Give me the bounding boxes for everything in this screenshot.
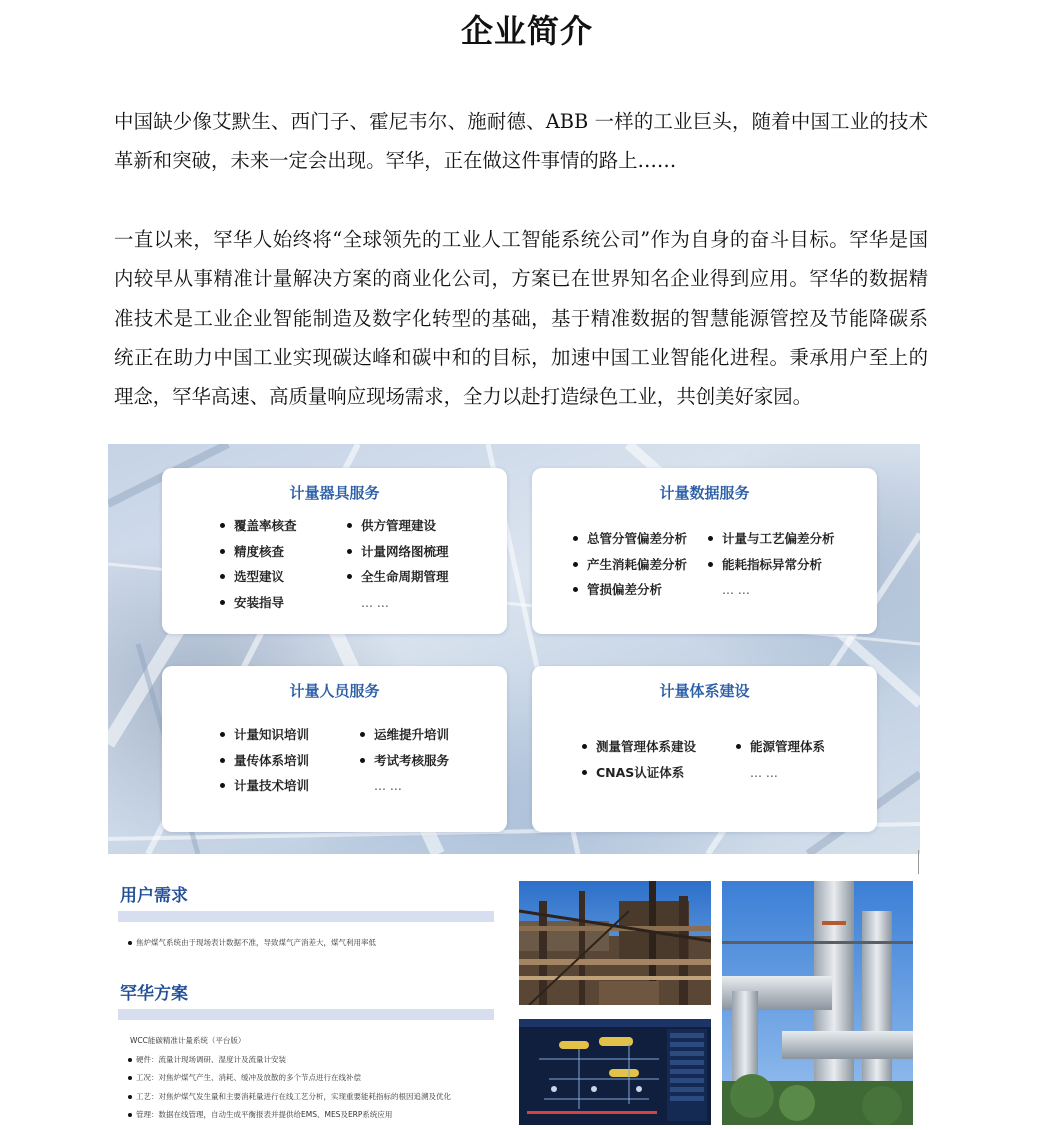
service-item: 覆盖率核查	[220, 513, 297, 539]
service-item: 安装指导	[220, 590, 297, 616]
solution-item: 硬件：流量计现场调研、湿度计及流量计安装	[128, 1051, 286, 1070]
card-list-left	[573, 526, 687, 603]
mission-paragraph: 一直以来，罕华人始终将“全球领先的工业人工智能系统公司”作为自身的奋斗目标。罕华是国内较早从事精准计量解决方案的商业化公司，方案已在世界知名企业得到应用。罕华的数据精准技术是工业企业智能制造及数字化转型的基础，基于精准数据的智慧能源管控及节能降碳系统正在助力中国工业实现碳达峰和碳中和的目标，加速中国工业智能化进程。秉承用户至上的理念，罕华高速、高质量响应现场需求，全力以赴打造绿色工业，共创美好家园。	[114, 228, 928, 409]
more-ellipsis: ... ...	[361, 594, 389, 610]
pipeline-photo	[722, 881, 913, 1125]
service-card-instruments	[162, 468, 507, 634]
card-list-left	[582, 734, 696, 785]
service-item: 总管分管偏差分析	[573, 526, 687, 552]
solution-item: 工况：对焦炉煤气产生、消耗、缓冲及放散的多个节点进行在线补偿	[128, 1069, 361, 1088]
card-title: 计量人员服务	[289, 682, 380, 700]
card-list-right	[708, 526, 835, 603]
service-item: 能耗指标异常分析	[708, 552, 835, 578]
demand-item: 焦炉煤气系统由于现场表计数据不准，导致煤气产消差大，煤气利用率低	[128, 934, 376, 953]
card-title: 计量体系建设	[659, 682, 750, 700]
service-item: 选型建议	[220, 564, 297, 590]
monitoring-dashboard-screenshot	[519, 1019, 711, 1125]
plant-photo	[519, 881, 711, 1005]
service-item: 产生消耗偏差分析	[573, 552, 687, 578]
service-item: 测量管理体系建设	[582, 734, 696, 760]
service-item: 计量技术培训	[220, 773, 309, 799]
card-list-right	[736, 734, 825, 785]
service-item: 全生命周期管理	[347, 564, 449, 590]
service-item: 量传体系培训	[220, 748, 309, 774]
intro-paragraph: 中国缺少像艾默生、西门子、霍尼韦尔、施耐德、ABB 一样的工业巨头，随着中国工业的技术革新和突破，未来一定会出现。罕华，正在做这件事情的路上……	[114, 110, 928, 173]
card-list-right	[360, 722, 449, 799]
solution-heading: WCC能碳精准计量系统（平台版）	[130, 1036, 246, 1045]
more-ellipsis: ... ...	[750, 764, 778, 780]
service-item: 管损偏差分析	[573, 577, 687, 603]
card-title: 计量器具服务	[289, 484, 380, 502]
service-item: 能源管理体系	[736, 734, 825, 760]
solution-title: 罕华方案	[120, 984, 188, 1004]
services-panel	[108, 444, 920, 854]
section-bar	[118, 1009, 494, 1020]
service-item: 计量与工艺偏差分析	[708, 526, 835, 552]
service-card-system	[532, 666, 877, 832]
service-card-personnel	[162, 666, 507, 832]
card-list-left	[220, 722, 309, 799]
service-item: 供方管理建设	[347, 513, 449, 539]
card-list-left	[220, 513, 297, 615]
service-item: 计量网络图梳理	[347, 539, 449, 565]
service-card-data	[532, 468, 877, 634]
demand-title: 用户需求	[120, 886, 188, 906]
service-item: 精度核查	[220, 539, 297, 565]
card-list-right	[347, 513, 449, 615]
card-title: 计量数据服务	[659, 484, 750, 502]
service-item: 考试考核服务	[360, 748, 449, 774]
more-ellipsis: ... ...	[722, 582, 750, 597]
section-bar	[118, 911, 494, 922]
divider	[918, 850, 919, 874]
service-item: CNAS认证体系	[582, 760, 696, 786]
service-item: 计量知识培训	[220, 722, 309, 748]
solution-item: 管理：数据在线管理，自动生成平衡报表并提供给EMS、MES及ERP系统应用	[128, 1106, 392, 1125]
more-ellipsis: ... ...	[374, 778, 402, 793]
solution-item: 工艺：对焦炉煤气发生量和主要消耗量进行在线工艺分析，实现重要能耗指标的根因追溯及优化	[128, 1088, 451, 1107]
page-title: 企业简介	[460, 12, 593, 50]
service-item: 运维提升培训	[360, 722, 449, 748]
